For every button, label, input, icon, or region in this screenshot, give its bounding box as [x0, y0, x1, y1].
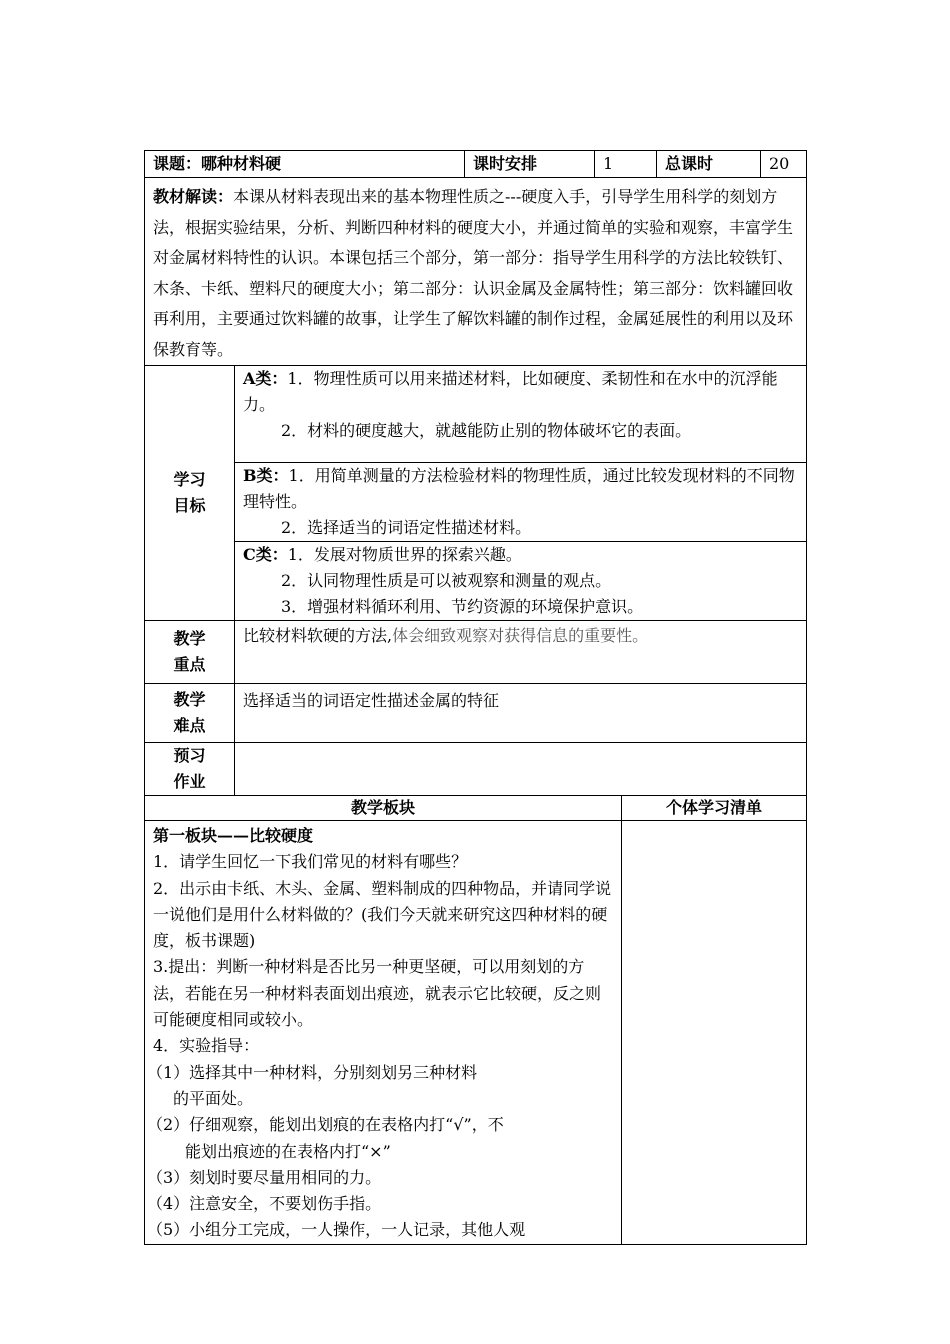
block1-step4: （4）注意安全，不要划伤手指。 — [147, 1194, 382, 1214]
block1-step3: （3）刻划时要尽量用相同的力。 — [147, 1167, 382, 1187]
goals-c-cell — [235, 542, 807, 621]
topic-cell — [145, 151, 465, 178]
difficulty-label-line2: 难点 — [173, 716, 206, 735]
key-point-row — [145, 621, 807, 684]
key-point-label-line1: 教学 — [173, 629, 206, 648]
preview-label-line1: 预习 — [173, 746, 206, 765]
schedule-label: 课时安排 — [465, 151, 595, 178]
goals-row-b — [145, 463, 807, 542]
schedule-value: 1 — [595, 151, 657, 178]
key-point-label-line2: 重点 — [173, 655, 206, 674]
block1-line3: 3.提出：判断一种材料是否比另一种更坚硬，可以用刻划的方法，若能在另一种材料表面划出痕迹，就表示它比较硬，反之则可能硬度相同或较小。 — [153, 957, 602, 1030]
goals-label-line1: 学习 — [173, 470, 206, 489]
teaching-blocks-header: 教学板块 — [145, 796, 622, 821]
preview-cell — [235, 743, 807, 796]
preview-label-line2: 作业 — [173, 772, 206, 791]
goals-b-item1: 1．用简单测量的方法检验材料的物理性质，通过比较发现材料的不同物理特性。 — [243, 466, 795, 511]
goals-b-label: B类： — [243, 466, 289, 485]
topic-value: 哪种材料硬 — [201, 154, 282, 173]
lesson-plan-sheet — [144, 150, 806, 1245]
goals-a-label: A类： — [243, 369, 288, 388]
goals-c-item1: 1．发展对物质世界的探索兴趣。 — [287, 545, 522, 564]
key-point-cell — [235, 621, 807, 684]
block1-title: 第一板块——比较硬度 — [153, 826, 314, 845]
block1-line2: 2．出示由卡纸、木头、金属、塑料制成的四种物品，并请同学说一说他们是用什么材料做的？(我们今天就来研究这四种材料的硬度，板书课题) — [153, 878, 612, 951]
block1-line4: 4．实验指导： — [153, 1036, 260, 1056]
difficulty-cell: 选择适当的词语定性描述金属的特征 — [235, 684, 807, 743]
difficulty-label — [145, 684, 235, 743]
block1-step1a: （1）选择其中一种材料，分别刻划另三种材料 — [147, 1062, 478, 1082]
block1-step2a: （2）仔细观察，能划出划痕的在表格内打“√”，不 — [147, 1115, 504, 1135]
topic-label: 课题： — [153, 154, 202, 173]
key-point-text-main: 比较材料软硬的方法, — [243, 626, 393, 645]
goals-a-cell — [235, 366, 807, 463]
interpretation-row — [145, 178, 807, 366]
block1-cell — [145, 821, 622, 1245]
lesson-plan-table — [144, 150, 807, 796]
block1-step5: （5）小组分工完成，一人操作，一人记录，其他人观 — [147, 1220, 526, 1240]
interpretation-label: 教材解读： — [153, 187, 234, 206]
goals-c-item3: 3．增强材料循环利用、节约资源的环境保护意识。 — [281, 597, 644, 616]
difficulty-label-line1: 教学 — [173, 690, 206, 709]
header-row — [145, 151, 807, 178]
preview-label — [145, 743, 235, 796]
key-point-label — [145, 621, 235, 684]
interpretation-text: 本课从材料表现出来的基本物理性质之---硬度入手，引导学生用科学的刻划方法，根据实验结果，分析、判断四种材料的硬度大小，并通过简单的实验和观察，丰富学生对金属材料特性的认识。本课包括三个部分，第一部分：指导学生用科学的方法比较铁钉、木条、卡纸、塑料尺的硬度大小；第二部分：认识金属及金属特性；第三部分：饮料罐回收再利用，主要通过饮料罐的故事，让学生了解饮料罐的制作过程，金属延展性的利用以及环保教育等。 — [153, 187, 794, 359]
total-hours-value: 20 — [761, 151, 807, 178]
block1-line1: 1．请学生回忆一下我们常见的材料有哪些？ — [153, 852, 468, 872]
goals-c-item2: 2．认同物理性质是可以被观察和测量的观点。 — [281, 571, 612, 590]
study-list-header: 个体学习清单 — [622, 796, 807, 821]
study-list-cell — [622, 821, 807, 1245]
goals-row-c — [145, 542, 807, 621]
preview-row — [145, 743, 807, 796]
block1-row — [145, 821, 807, 1245]
teaching-blocks-table — [144, 795, 807, 1245]
goals-a-item2: 2．材料的硬度越大，就越能防止别的物体破坏它的表面。 — [281, 421, 692, 440]
difficulty-row — [145, 684, 807, 743]
goals-label-line2: 目标 — [173, 496, 206, 515]
goals-c-label: C类： — [243, 545, 288, 564]
block1-step1b: 的平面处。 — [173, 1088, 254, 1108]
block1-step2b: 能划出痕迹的在表格内打“×” — [185, 1141, 391, 1161]
goals-row-a — [145, 366, 807, 463]
goals-a-item1: 1．物理性质可以用来描述材料，比如硬度、柔韧性和在水中的沉浮能力。 — [243, 369, 778, 414]
interpretation-cell — [145, 178, 807, 366]
key-point-text-rest: 体会细致观察对获得信息的重要性。 — [392, 626, 649, 645]
total-hours-label: 总课时 — [657, 151, 761, 178]
goals-b-cell — [235, 463, 807, 542]
goals-label — [145, 366, 235, 621]
teaching-blocks-header-row — [145, 796, 807, 821]
goals-b-item2: 2．选择适当的词语定性描述材料。 — [281, 518, 532, 537]
